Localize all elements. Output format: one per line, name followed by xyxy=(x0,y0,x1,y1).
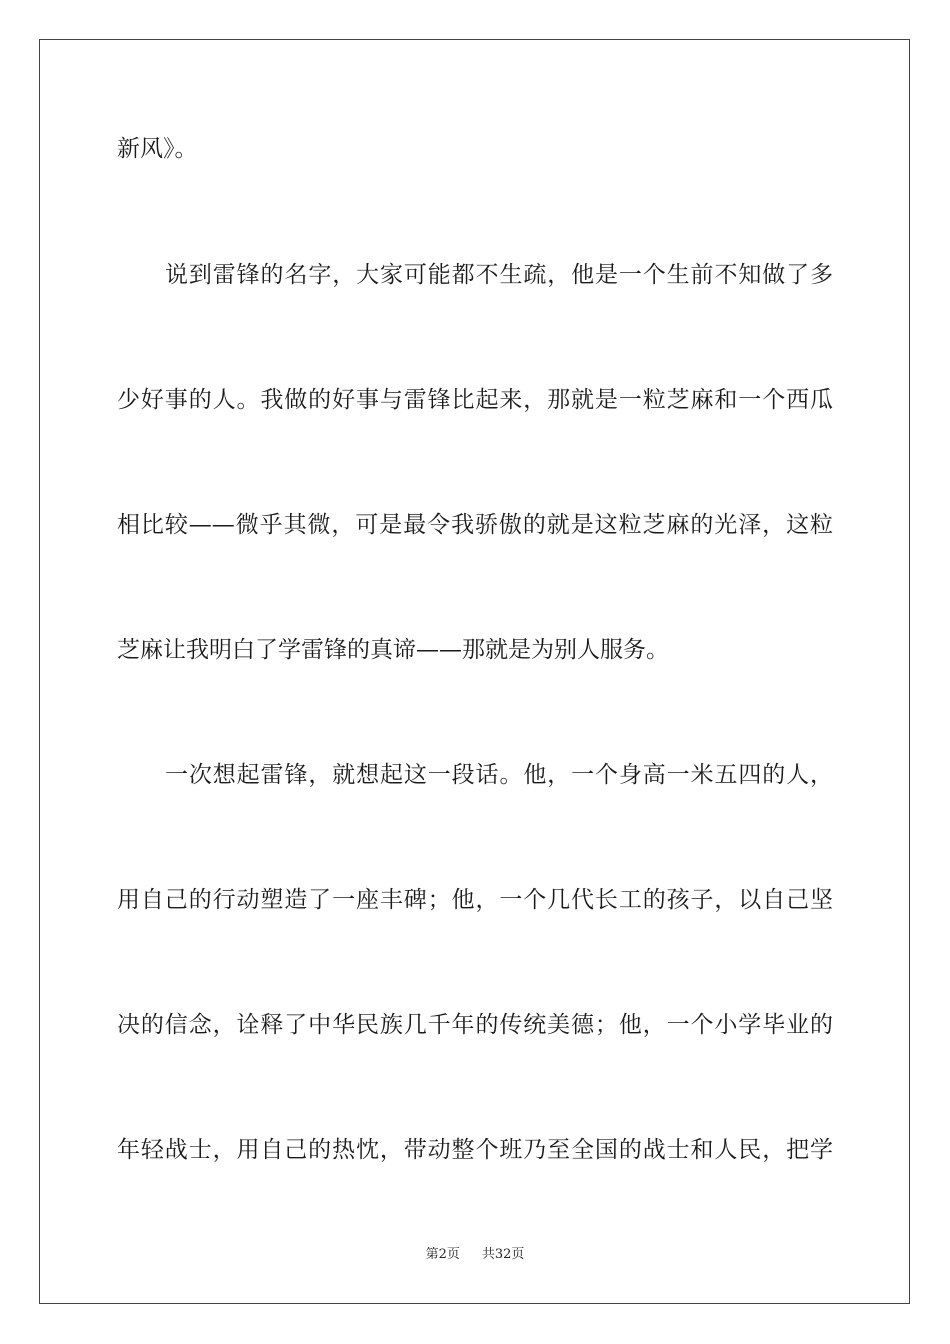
paragraph-line: 年轻战士，用自己的热忱，带动整个班乃至全国的战士和人民，把学 xyxy=(117,1137,833,1163)
paragraph-line: 说到雷锋的名字，大家可能都不生疏，他是一个生前不知做了多 xyxy=(165,262,833,288)
paragraph-line: 决的信念，诠释了中华民族几千年的传统美德；他，一个小学毕业的 xyxy=(117,1012,833,1038)
paragraph-line: 新风》。 xyxy=(117,136,198,162)
page-footer xyxy=(0,1246,950,1264)
page-border xyxy=(39,39,910,1304)
paragraph-line: 少好事的人。我做的好事与雷锋比起来，那就是一粒芝麻和一个西瓜 xyxy=(117,387,833,413)
paragraph-line: 用自己的行动塑造了一座丰碑；他，一个几代长工的孩子，以自己坚 xyxy=(117,887,833,913)
paragraph-line: 一次想起雷锋，就想起这一段话。他，一个身高一米五四的人， xyxy=(165,762,833,788)
paragraph-line: 芝麻让我明白了学雷锋的真谛——那就是为别人服务。 xyxy=(117,637,669,663)
page-total: 共32页 xyxy=(481,1247,525,1262)
paragraph-line: 相比较——微乎其微，可是最令我骄傲的就是这粒芝麻的光泽，这粒 xyxy=(117,512,833,538)
page-number: 第2页 xyxy=(425,1247,460,1262)
